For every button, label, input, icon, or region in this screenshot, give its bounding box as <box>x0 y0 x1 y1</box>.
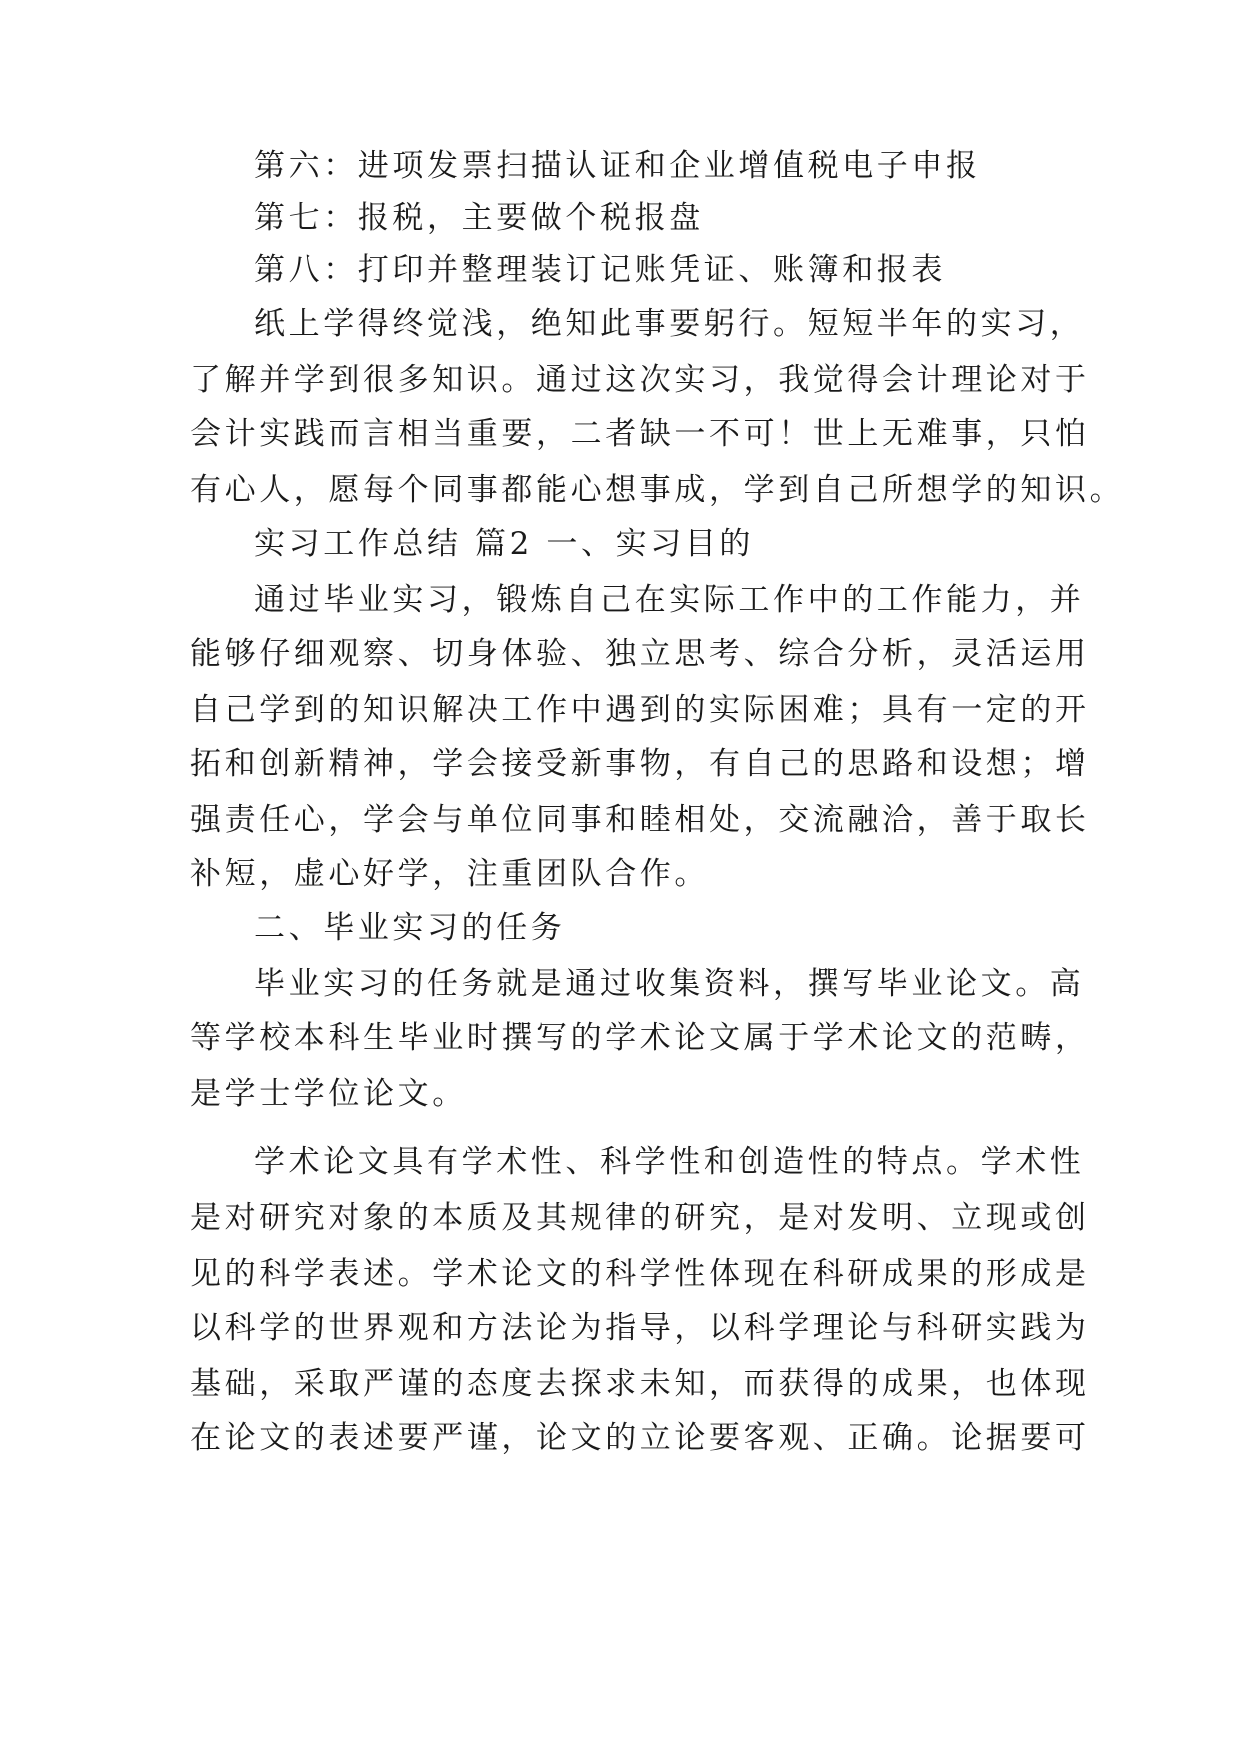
text-line-23: 基础，采取严谨的态度去探求未知，而获得的成果，也体现 <box>190 1366 1090 1402</box>
text-line-22: 以科学的世界观和方法论为指导，以科学理论与科研实践为 <box>190 1310 1090 1346</box>
text-line-16: 毕业实习的任务就是通过收集资料，撰写毕业论文。高 <box>254 966 1085 1002</box>
text-line-20: 是对研究对象的本质及其规律的研究，是对发明、立现或创 <box>190 1200 1090 1236</box>
text-line-4: 纸上学得终觉浅，绝知此事要躬行。短短半年的实习， <box>254 306 1085 342</box>
text-line-2: 第七：报税，主要做个税报盘 <box>254 200 704 236</box>
text-line-7: 有心人，愿每个同事都能心想事成，学到自己所想学的知识。 <box>190 472 1125 508</box>
text-line-6: 会计实践而言相当重要，二者缺一不可！世上无难事，只怕 <box>190 416 1090 452</box>
text-line-1: 第六：进项发票扫描认证和企业增值税电子申报 <box>254 148 981 184</box>
text-line-3: 第八：打印并整理装订记账凭证、账簿和报表 <box>254 252 946 288</box>
section-heading-part2: 实习工作总结 篇2 一、实习目的 <box>254 526 755 562</box>
text-line-24: 在论文的表述要严谨，论文的立论要客观、正确。论据要可 <box>190 1420 1090 1456</box>
text-line-13: 强责任心，学会与单位同事和睦相处，交流融洽，善于取长 <box>190 802 1090 838</box>
text-line-10: 能够仔细观察、切身体验、独立思考、综合分析，灵活运用 <box>190 636 1090 672</box>
text-line-12: 拓和创新精神，学会接受新事物，有自己的思路和设想；增 <box>190 746 1090 782</box>
text-line-17: 等学校本科生毕业时撰写的学术论文属于学术论文的范畴， <box>190 1020 1090 1056</box>
text-line-18: 是学士学位论文。 <box>190 1076 467 1112</box>
text-line-5: 了解并学到很多知识。通过这次实习，我觉得会计理论对于 <box>190 362 1090 398</box>
text-line-9: 通过毕业实习，锻炼自己在实际工作中的工作能力，并 <box>254 582 1085 618</box>
text-line-19: 学术论文具有学术性、科学性和创造性的特点。学术性 <box>254 1144 1085 1180</box>
text-line-11: 自己学到的知识解决工作中遇到的实际困难；具有一定的开 <box>190 692 1090 728</box>
text-line-14: 补短，虚心好学，注重团队合作。 <box>190 856 709 892</box>
section-heading-tasks: 二、毕业实习的任务 <box>254 910 566 946</box>
text-line-21: 见的科学表述。学术论文的科学性体现在科研成果的形成是 <box>190 1256 1090 1292</box>
